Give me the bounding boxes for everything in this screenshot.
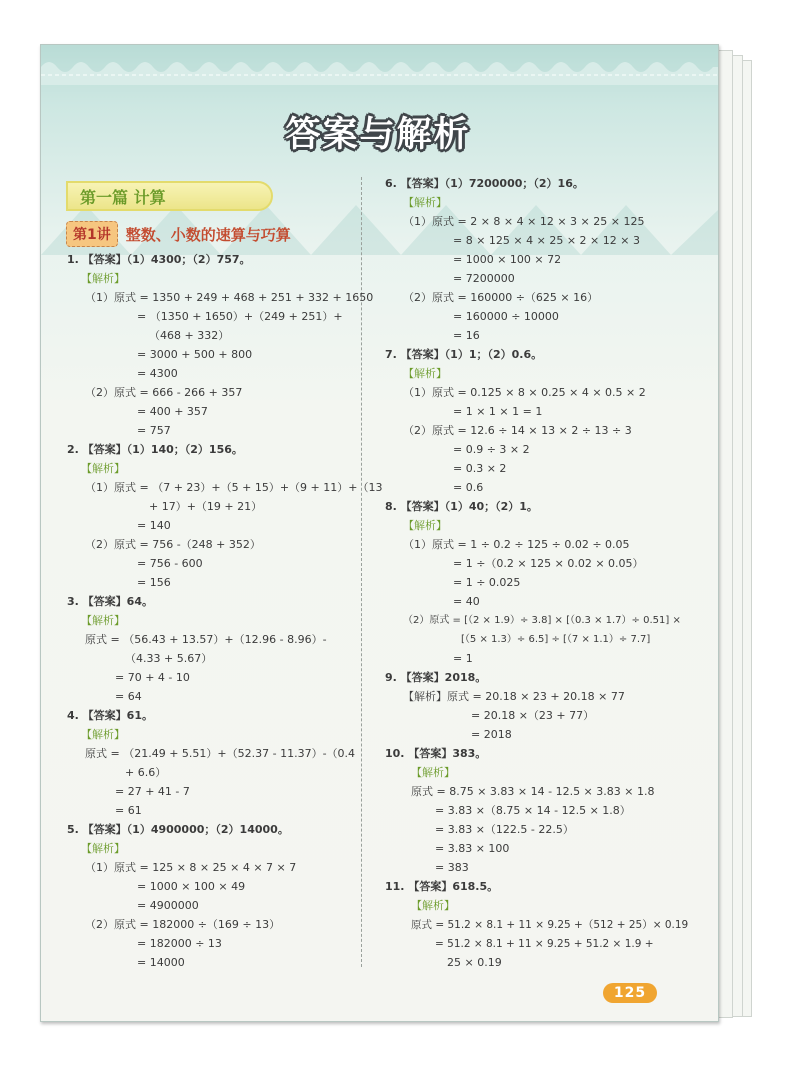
solution-line: = （1350 + 1650）+（249 + 251）+ xyxy=(137,310,343,323)
solution-line: = 0.9 ÷ 3 × 2 xyxy=(453,443,530,456)
solution-line: （2）原式 = 756 -（248 + 352） xyxy=(85,538,261,551)
solution-line: = 756 - 600 xyxy=(137,557,203,570)
book-page xyxy=(40,44,719,1022)
solution-line: （468 + 332） xyxy=(149,329,230,342)
analysis-label: 【解析】 xyxy=(81,842,125,855)
solution-line: = 14000 xyxy=(137,956,185,969)
solution-line: = 140 xyxy=(137,519,171,532)
answer-line: 9. 【答案】2018。 xyxy=(385,671,487,684)
answer-line: 1. 【答案】（1）4300；（2）757。 xyxy=(67,253,251,266)
answer-line: 10. 【答案】383。 xyxy=(385,747,487,760)
analysis-label: 【解析】 xyxy=(411,766,455,779)
lecture-badge: 第1讲 xyxy=(66,221,118,247)
solution-line: 【解析】原式 = 20.18 × 23 + 20.18 × 77 xyxy=(403,690,625,703)
solution-line: （1）原式 = 1350 + 249 + 468 + 251 + 332 + 1650 xyxy=(85,291,374,304)
solution-line: （2）原式 = 160000 ÷（625 × 16） xyxy=(403,291,599,304)
solution-line: = 400 + 357 xyxy=(137,405,208,418)
solution-line: （2）原式 = 12.6 ÷ 14 × 13 × 2 ÷ 13 ÷ 3 xyxy=(403,424,632,437)
solution-line: = 16 xyxy=(453,329,480,342)
solution-line: = 160000 ÷ 10000 xyxy=(453,310,559,323)
analysis-label: 【解析】 xyxy=(411,899,455,912)
solution-line: = 4300 xyxy=(137,367,178,380)
answer-line: 6. 【答案】（1）7200000；（2）16。 xyxy=(385,177,584,190)
analysis-label: 【解析】 xyxy=(81,462,125,475)
solution-line: = 1000 × 100 × 49 xyxy=(137,880,246,893)
answer-line: 2. 【答案】（1）140；（2）156。 xyxy=(67,443,243,456)
solution-line: = 4900000 xyxy=(137,899,199,912)
solution-line: （2）原式 = 666 - 266 + 357 xyxy=(85,386,243,399)
solution-line: = 1 ÷（0.2 × 125 × 0.02 × 0.05） xyxy=(453,557,644,570)
solution-line: = 64 xyxy=(115,690,142,703)
solution-line: （1）原式 = 2 × 8 × 4 × 12 × 3 × 25 × 125 xyxy=(403,215,645,228)
answer-line: 3. 【答案】64。 xyxy=(67,595,153,608)
solution-line: 原式 = （56.43 + 13.57）+（12.96 - 8.96）- xyxy=(85,633,327,646)
answer-line: 8. 【答案】（1）40；（2）1。 xyxy=(385,500,538,513)
analysis-label: 【解析】 xyxy=(403,519,447,532)
solution-line: 原式 = 51.2 × 8.1 + 11 × 9.25 +（512 + 25）× 0.19 xyxy=(411,919,689,931)
solution-line: （2）原式 = 182000 ÷（169 ÷ 13） xyxy=(85,918,281,931)
answer-line: 11. 【答案】618.5。 xyxy=(385,880,499,893)
solution-line: （1）原式 = 125 × 8 × 25 × 4 × 7 × 7 xyxy=(85,861,297,874)
solution-line: （2）原式 = [（2 × 1.9）÷ 3.8] × [（0.3 × 1.7）÷ 0.51] × xyxy=(403,615,681,626)
solution-line: 原式 = （21.49 + 5.51）+（52.37 - 11.37）-（0.4 xyxy=(85,747,356,760)
solution-line: = 1 ÷ 0.025 xyxy=(453,576,521,589)
part-heading: 第一篇 计算 xyxy=(66,181,273,211)
answer-line: 7. 【答案】（1）1；（2）0.6。 xyxy=(385,348,543,361)
solution-line: = 61 xyxy=(115,804,142,817)
analysis-label: 【解析】 xyxy=(403,367,447,380)
solution-line: = 182000 ÷ 13 xyxy=(137,937,222,950)
lecture-title: 整数、小数的速算与巧算 xyxy=(125,225,291,244)
solution-line: （4.33 + 5.67） xyxy=(125,652,213,665)
analysis-label: 【解析】 xyxy=(81,728,125,741)
solution-line: （1）原式 = 1 ÷ 0.2 ÷ 125 ÷ 0.02 ÷ 0.05 xyxy=(403,538,630,551)
solution-line: 原式 = 8.75 × 3.83 × 14 - 12.5 × 3.83 × 1.8 xyxy=(411,785,655,798)
solution-line: = 1000 × 100 × 72 xyxy=(453,253,562,266)
solution-line: = 40 xyxy=(453,595,480,608)
solution-line: = 1 × 1 × 1 = 1 xyxy=(453,405,543,418)
solution-line: = 3.83 ×（8.75 × 14 - 12.5 × 1.8） xyxy=(435,804,631,817)
solution-line: = 757 xyxy=(137,424,171,437)
solution-line: [（5 × 1.3）÷ 6.5] ÷ [（7 × 1.1）÷ 7.7] xyxy=(461,634,651,645)
solution-line: = 20.18 ×（23 + 77） xyxy=(471,709,595,722)
solution-line: = 8 × 125 × 4 × 25 × 2 × 12 × 3 xyxy=(453,234,640,247)
solution-line: = 7200000 xyxy=(453,272,515,285)
solution-line: = 3.83 × 100 xyxy=(435,842,510,855)
page-title: 答案与解析 xyxy=(285,115,471,155)
analysis-label: 【解析】 xyxy=(403,196,447,209)
solution-line: = 0.3 × 2 xyxy=(453,462,507,475)
solution-line: 25 × 0.19 xyxy=(447,956,502,969)
page-number-badge: 125 xyxy=(603,983,657,1003)
solution-line: = 1 xyxy=(453,652,473,665)
solution-line: = 27 + 41 - 7 xyxy=(115,785,190,798)
answer-line: 5. 【答案】（1）4900000；（2）14000。 xyxy=(67,823,289,836)
solution-line: （1）原式 = 0.125 × 8 × 0.25 × 4 × 0.5 × 2 xyxy=(403,386,646,399)
solution-line: = 3000 + 500 + 800 xyxy=(137,348,253,361)
solution-line: = 70 + 4 - 10 xyxy=(115,671,190,684)
lecture-heading xyxy=(66,221,291,247)
solution-line: = 383 xyxy=(435,861,469,874)
solution-line: + 6.6） xyxy=(125,766,167,779)
wave-border-decoration xyxy=(41,45,718,85)
solution-line: = 156 xyxy=(137,576,171,589)
answer-line: 4. 【答案】61。 xyxy=(67,709,153,722)
solution-line: + 17）+（19 + 21） xyxy=(149,500,263,513)
solution-line: = 0.6 xyxy=(453,481,484,494)
solution-line: = 3.83 ×（122.5 - 22.5） xyxy=(435,823,574,836)
solution-line: = 2018 xyxy=(471,728,512,741)
solution-line: = 51.2 × 8.1 + 11 × 9.25 + 51.2 × 1.9 + xyxy=(435,938,654,950)
analysis-label: 【解析】 xyxy=(81,614,125,627)
analysis-label: 【解析】 xyxy=(81,272,125,285)
solution-line: （1）原式 = （7 + 23）+（5 + 15）+（9 + 11）+（13 xyxy=(85,481,383,494)
